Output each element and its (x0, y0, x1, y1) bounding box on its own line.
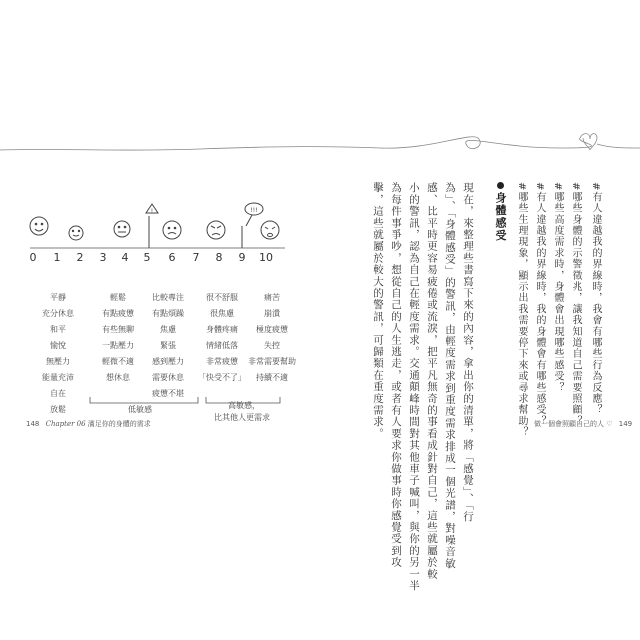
high-sensitivity-label: 高敏感， (228, 401, 260, 410)
question-5: #哪些生理現象，顯示出我需要停下來或尋求幫助？ (516, 182, 527, 438)
scale-number: 5 (143, 251, 151, 264)
handwritten-list-4: 很不舒服 很焦慮 身體疼痛 情緒低落 非常疲憊 「快受不了」 (198, 293, 246, 382)
face-distressed-icon (261, 221, 279, 239)
handwritten-list-1: 平靜 充分休息 和平 愉悅 無壓力 能量充沛 自在 放鬆 (42, 293, 74, 414)
warning-sign-text: ! (150, 208, 154, 215)
page-number: 149 (618, 420, 633, 428)
left-footer (22, 419, 151, 429)
right-page (320, 0, 640, 640)
section-title: 身體感受 (492, 182, 508, 242)
handwritten-list-5: 痛苦 崩潰 極度疲憊 失控 非常需要幫助 持續不適 (248, 293, 296, 382)
right-footer (534, 419, 636, 429)
high-sensitivity-note: 比其他人更需求 (214, 413, 270, 422)
scale-number: 8 (215, 251, 223, 264)
question-2: #哪些身體的示警徵兆，讓我知道自己需要照顧？ (570, 182, 581, 427)
face-content-icon (69, 226, 83, 240)
body-text-column: 感、比平時更容易疲倦或流淚，把平凡無奇的事看成針對自己，這些就屬於較 (426, 182, 438, 580)
low-sensitivity-label: 低敏感 (128, 405, 152, 414)
face-angry-icon (207, 221, 225, 239)
question-3: #哪些高度需求時，身體會出現哪些感受？ (552, 182, 563, 394)
scale-number: 7 (192, 251, 200, 264)
exclaim-bubble-text: !!! (250, 207, 258, 214)
question-1: #有人違越我的界線時，我會有哪些行為反應？ (590, 182, 601, 416)
warning-triangle-icon (146, 204, 158, 248)
scale-number: 4 (121, 251, 129, 264)
body-text-column: 現在，來整理些書寫下來的內容，拿出你的清單，將「感覺」、「行 (462, 182, 474, 523)
scale-number: 10 (259, 251, 273, 264)
scale-number: 9 (238, 251, 246, 264)
body-text-column: 擊，這些就屬於較大的警訊，可歸類在重度需求。 (372, 182, 384, 440)
scale-number: 3 (99, 251, 107, 264)
chapter-title: 滿足你的身體的需求 (87, 420, 151, 428)
face-neutral-icon (114, 221, 130, 237)
handwritten-list-2: 輕鬆 有點疲憊 有些無聊 一點壓力 輕微不適 想休息 (102, 293, 134, 382)
exclaim-bubble-icon (242, 203, 263, 248)
body-text-column: 為每件事爭吵，想從自己的人生逃走，或者有人要求你做事時你感覺受到攻 (390, 182, 402, 569)
scale-number: 6 (168, 251, 176, 264)
chapter-label: Chapter 06 (45, 420, 86, 428)
emotion-scale (20, 196, 300, 270)
book-title: 做一個會照顧自己的人 (534, 420, 604, 428)
handwritten-list-3: 比較專注 有點煩躁 焦慮 緊張 感到壓力 需要休息 疲憊不堪 (152, 293, 184, 398)
question-4: #有人違越我的界線時，我的身體會有哪些感受？ (534, 182, 545, 427)
scale-number: 1 (53, 251, 61, 264)
body-text-column: 小的警訊，認為自己在輕度需求。交通顛峰時間對其他車子喊叫，與你的另一半 (408, 182, 420, 592)
face-worried-icon (163, 221, 181, 239)
scale-number: 0 (29, 251, 37, 264)
page-number: 148 (26, 420, 40, 428)
heart-icon: ♡ (606, 420, 613, 428)
bullet-icon (497, 182, 504, 189)
body-text-column: 為」、「身體感受」的警訊，由輕度需求到重度需求排成一個光譜，對噪音敏 (444, 182, 456, 570)
scale-number: 2 (76, 251, 84, 264)
face-calm-icon (30, 217, 48, 235)
